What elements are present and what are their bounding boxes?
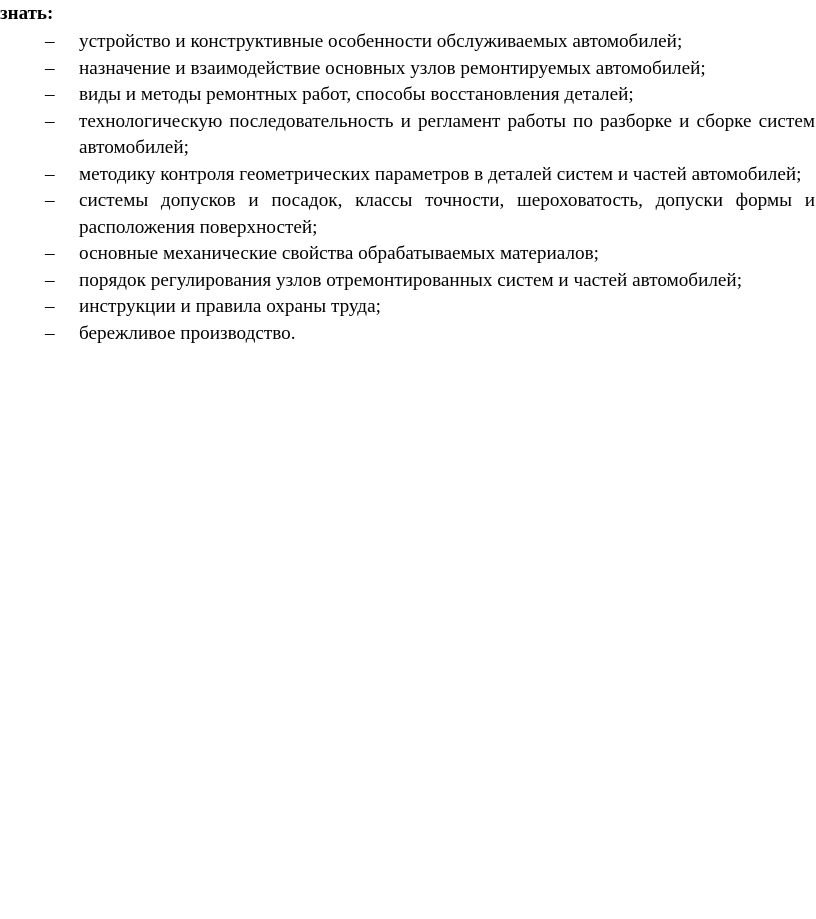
dash-bullet: – [45, 163, 55, 185]
list-item-text: устройство и конструктивные особенности обслуживаемых автомобилей; [79, 31, 683, 52]
list-item [0, 109, 816, 162]
list-item [0, 321, 816, 348]
dash-bullet: – [45, 296, 55, 317]
list-item-text: системы допусков и посадок, классы точности, шероховатость, допуски формы и расположения поверхностей; [79, 190, 815, 238]
list-item-text: основные механические свойства обрабатываемых материалов; [79, 243, 600, 264]
dash-bullet: – [45, 31, 55, 52]
list-item [0, 56, 816, 83]
list-item [0, 188, 816, 241]
dash-bullet: – [45, 269, 55, 291]
list-item-text: технологическую последовательность и регламент работы по разборке и сборке систем автомобилей; [79, 110, 815, 158]
dash-bullet: – [45, 322, 55, 344]
list-item [0, 241, 816, 268]
list-item-text: бережливое производство. [79, 322, 296, 344]
dash-bullet: – [45, 57, 55, 79]
list-item-text: инструкции и правила охраны труда; [79, 296, 381, 317]
list-item-text: виды и методы ремонтных работ, способы восстановления деталей; [79, 84, 634, 105]
list-item [0, 268, 816, 295]
list-item-text: назначение и взаимодействие основных узлов ремонтируемых автомобилей; [79, 57, 706, 79]
dash-bullet: – [45, 110, 55, 132]
dash-bullet: – [45, 243, 55, 264]
dash-bullet: – [45, 84, 55, 105]
section-heading: знать: [0, 3, 54, 24]
list-item [0, 294, 816, 321]
list-item [0, 162, 816, 189]
list-item [0, 29, 816, 56]
list-item-text: порядок регулирования узлов отремонтированных систем и частей автомобилей; [79, 269, 743, 291]
list-item-text: методику контроля геометрических параметров в деталей систем и частей автомобилей; [79, 163, 802, 185]
dash-bullet: – [45, 190, 55, 211]
list-item [0, 82, 816, 109]
requirements-list [0, 29, 816, 347]
